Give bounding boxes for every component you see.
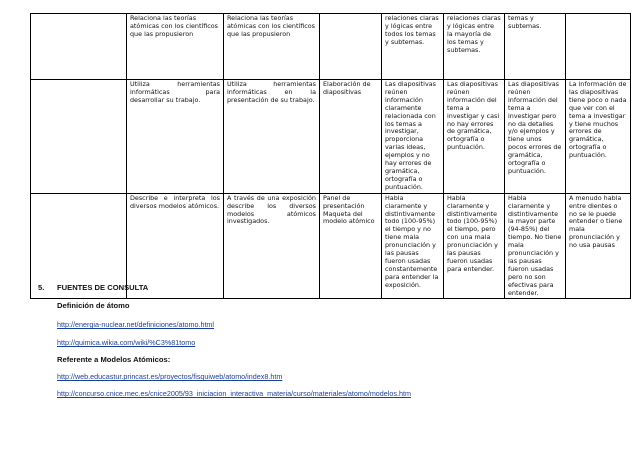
table-cell: Elaboración de diapositivas	[320, 80, 382, 194]
table-cell: Las diapositivas reúnen información del tema a investigar y casi no hay errores de gramática, ortografía o puntuación.	[444, 80, 505, 194]
rubric-table	[30, 13, 631, 299]
table-cell: relaciones claras y lógicas entre la mayoría de los temas y subtemas.	[444, 14, 505, 80]
subheading-atomic-models: Referente a Modelos Atómicos:	[57, 355, 171, 364]
subheading-atom-definition: Definición de átomo	[57, 301, 130, 310]
section-number: 5.	[38, 283, 45, 292]
table-cell: relaciones claras y lógicas entre todos los temas y subtemas.	[382, 14, 444, 80]
section-heading	[38, 283, 148, 292]
table-cell: Habla claramente y distintivamente la mayor parte (94-85%) del tiempo. No tiene mala pronunciación y las pausas fueron usadas pero no son efectivas para entender.	[505, 193, 566, 299]
link-cnice[interactable]: http://concurso.cnice.mec.es/cnice2005/93_iniciacion_interactiva_materia/curso/materiales/atomo/modelos.htm	[57, 389, 411, 398]
table-row	[31, 14, 631, 80]
table-cell: A través de una exposición describe los diversos modelos atómicos investigados.	[224, 193, 320, 299]
table-cell	[31, 14, 127, 80]
table-cell: Panel de presentación Maqueta del modelo atómico	[320, 193, 382, 299]
table-cell	[31, 80, 127, 194]
table-cell: A menudo habla entre dientes o no se le puede entender o tiene mala pronunciación y no usa pausas	[566, 193, 631, 299]
table-cell: Las diapositivas reúnen información claramente relacionada con los temas a investigar, proporciona varias ideas, ejemplos y no hay errores de gramática, ortografía o puntuación.	[382, 80, 444, 194]
table-row	[31, 80, 631, 194]
table-cell: La información de las diapositivas tiene poco o nada que ver con el tema a investigar y tiene muchos errores de gramática, ortografía o puntuación.	[566, 80, 631, 194]
table-cell: Utiliza herramientas informáticas en la presentación de su trabajo.	[224, 80, 320, 194]
table-cell: temas y subtemas.	[505, 14, 566, 80]
link-quimica-wikia[interactable]: http://quimica.wikia.com/wiki/%C3%81tomo	[57, 338, 196, 347]
table-cell	[566, 14, 631, 80]
table-cell: Utiliza herramientas informáticas para desarrollar su trabajo.	[127, 80, 224, 194]
table-cell: Las diapositivas reúnen información del tema a investigar pero no da detalles y/o ejemplos y tiene unos pocos errores de gramática, ortografía o puntuación.	[505, 80, 566, 194]
link-educastur[interactable]: http://web.educastur.princast.es/proyectos/fisquiweb/atomo/index8.htm	[57, 372, 283, 381]
table-cell: Describe e interpreta los diversos modelos atómicos.	[127, 193, 224, 299]
table-cell	[320, 14, 382, 80]
section-title: FUENTES DE CONSULTA	[57, 283, 149, 292]
table-cell: Habla claramente y distintivamente todo (100-95%) el tiempo y no tiene mala pronunciación y las pausas fueron usadas constantemente para entender la exposición.	[382, 193, 444, 299]
table-cell: Relaciona las teorías atómicas con los científicos que las propusieron	[127, 14, 224, 80]
table-cell: Habla claramente y distintivamente todo (100-95%) el tiempo, pero con una mala pronunciación y las pausas fueron usadas para entender.	[444, 193, 505, 299]
link-energia-nuclear[interactable]: http://energia-nuclear.net/definiciones/atomo.html	[57, 320, 215, 329]
table-cell: Relaciona las teorías atómicas con los científicos que las propusieron	[224, 14, 320, 80]
